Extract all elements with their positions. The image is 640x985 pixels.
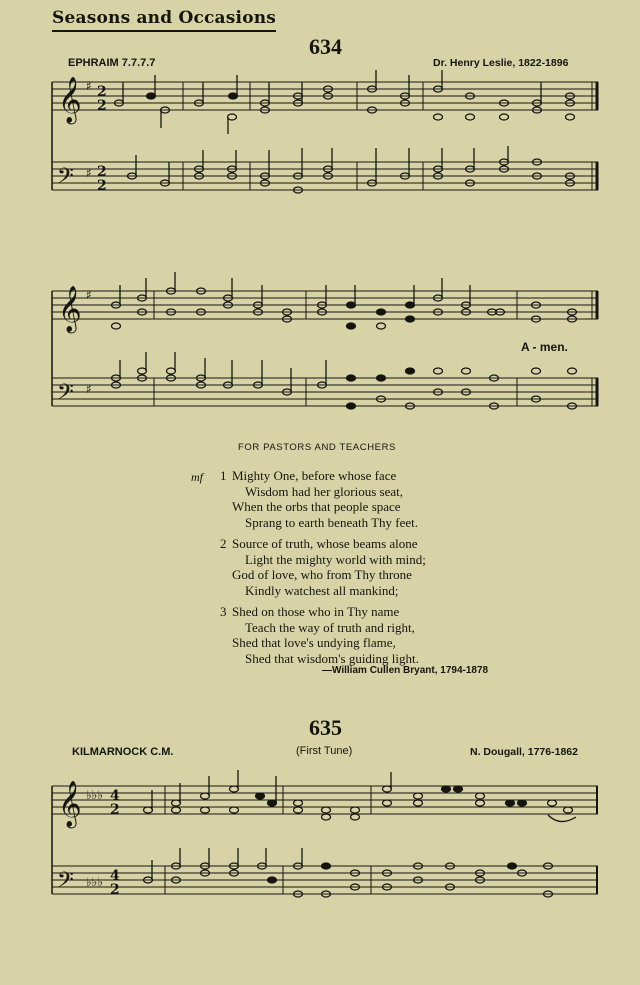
svg-text:𝄞: 𝄞 [58,286,82,332]
verse-number: 2 [220,536,227,551]
hymn-634-tune-name: EPHRAIM 7.7.7.7 [68,57,156,69]
verse-line: Shed that wisdom's guiding light. [245,650,419,666]
verse-2 [220,536,426,598]
hymn-635-tune-name: KILMARNOCK C.M. [72,746,174,758]
verse-line: Teach the way of truth and right, [245,619,415,635]
treble-clef-icon: 𝄞 [58,77,82,123]
svg-text:2: 2 [97,164,107,180]
section-title: Seasons and Occasions [52,8,276,32]
text-author: —William Cullen Bryant, 1794-1878 [322,665,489,676]
verse-number: 1 [220,468,227,483]
svg-text:2: 2 [97,84,107,100]
verse-1 [220,468,419,530]
svg-text:𝄢: 𝄢 [57,380,74,410]
svg-text:♭♭♭: ♭♭♭ [86,875,103,889]
verse-line: God of love, who from Thy throne [232,567,412,583]
verse-number: 3 [220,604,227,619]
svg-text:4: 4 [110,788,120,804]
hymn-635-number: 635 [309,715,342,740]
verse-line: Source of truth, whose beams alone [232,536,418,551]
svg-text:♯: ♯ [86,288,92,302]
bass-clef-icon: 𝄢 [57,164,74,194]
verse-line: Mighty One, before whose face [232,468,397,483]
svg-text:4: 4 [110,868,120,884]
verse-3 [220,604,419,666]
svg-text:♭♭♭: ♭♭♭ [86,788,103,802]
svg-text:𝄢: 𝄢 [57,868,74,898]
verse-line: Shed that love's undying flame, [232,635,396,651]
hymn-634-number: 634 [309,34,342,59]
verse-line: When the orbs that people space [232,499,401,515]
verse-line: Wisdom had her glorious seat, [245,483,403,499]
dynamic-marking: mf [191,470,203,484]
svg-text:♯: ♯ [86,382,92,396]
svg-text:𝄞: 𝄞 [58,781,82,827]
verse-line: Light the mighty world with mind; [245,551,426,567]
verse-line: Shed on those who in Thy name [232,604,400,619]
hymn-635-tune-note: (First Tune) [296,745,353,757]
svg-text:2: 2 [97,178,107,194]
svg-text:2: 2 [97,98,107,114]
hymn-634-composer: Dr. Henry Leslie, 1822-1896 [433,57,569,69]
svg-text:2: 2 [110,802,120,818]
text-heading: FOR PASTORS AND TEACHERS [238,442,396,453]
svg-text:2: 2 [110,882,120,898]
hymn-635-composer: N. Dougall, 1776-1862 [470,746,578,758]
verse-line: Kindly watchest all mankind; [245,582,399,598]
svg-text:♯: ♯ [86,79,92,93]
amen-label: A - men. [521,340,568,354]
svg-text:♯: ♯ [86,166,92,180]
verse-line: Sprang to earth beneath Thy feet. [245,514,419,530]
